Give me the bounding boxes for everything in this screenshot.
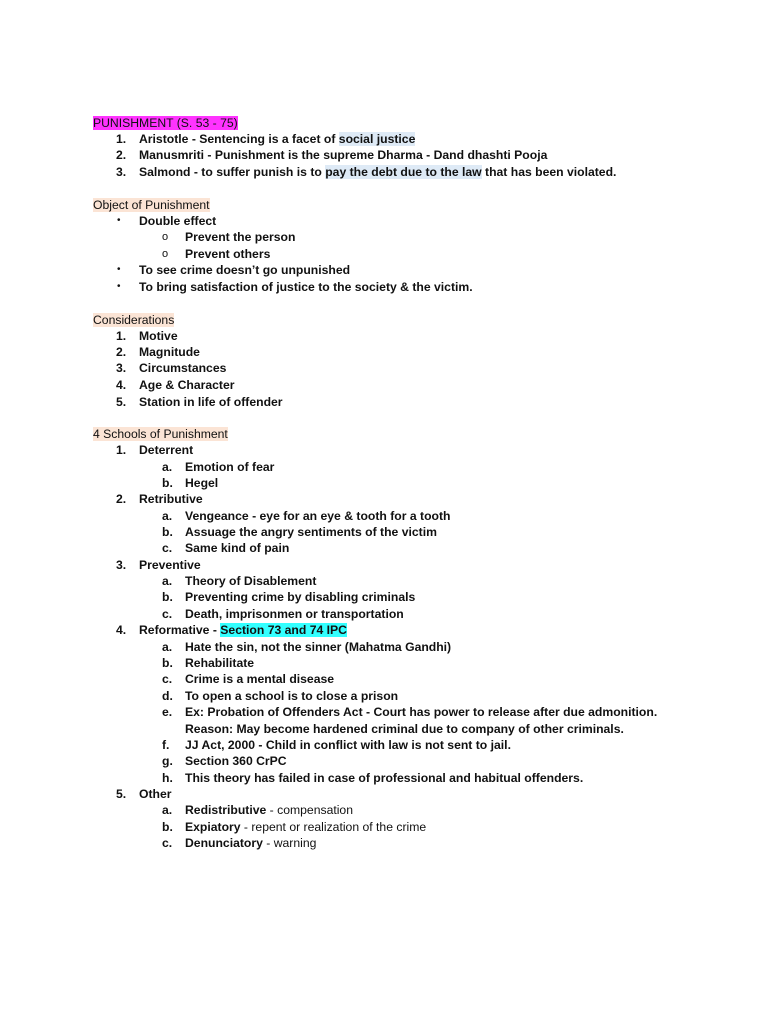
school-preventive: Preventive [139, 558, 201, 572]
school-deterrent: Deterrent [139, 443, 194, 457]
list-letter: b. [162, 820, 173, 834]
list-number: 1. [116, 329, 127, 343]
list-number: 1. [116, 132, 127, 146]
list-item: Circumstances [139, 361, 227, 375]
list-letter: c. [162, 607, 173, 621]
list-item: Crime is a mental disease [185, 672, 335, 686]
list-letter: a. [162, 509, 173, 523]
list-item: Age & Character [139, 378, 235, 392]
list-item: Ex: Probation of Offenders Act - Court has power to release after due admonition. [185, 705, 658, 719]
list-item: Hate the sin, not the sinner (Mahatma Gandhi) [185, 640, 452, 654]
list-letter: a. [162, 640, 173, 654]
list-letter: c. [162, 672, 173, 686]
list-item: Station in life of offender [139, 395, 283, 409]
section-heading-considerations: Considerations [93, 313, 175, 327]
bullet-icon: • [117, 264, 121, 275]
list-item-continuation: Reason: May become hardened criminal due to company of other criminals. [185, 722, 624, 736]
list-letter: c. [162, 541, 173, 555]
list-number: 2. [116, 345, 127, 359]
list-item: Redistributive - compensation [185, 803, 353, 817]
bullet-icon: • [117, 215, 121, 226]
list-item: Prevent others [185, 247, 271, 261]
list-letter: h. [162, 771, 173, 785]
list-number: 3. [116, 558, 127, 572]
list-item: Motive [139, 329, 178, 343]
list-letter: a. [162, 803, 173, 817]
section-heading-schools: 4 Schools of Punishment [93, 427, 228, 441]
list-number: 5. [116, 787, 127, 801]
list-item: To open a school is to close a prison [185, 689, 399, 703]
list-letter: e. [162, 705, 173, 719]
school-reformative: Reformative - Section 73 and 74 IPC [139, 623, 347, 637]
list-number: 4. [116, 623, 127, 637]
list-number: 1. [116, 443, 127, 457]
list-number: 3. [116, 165, 127, 179]
list-number: 2. [116, 492, 127, 506]
list-item: Magnitude [139, 345, 200, 359]
list-letter: g. [162, 754, 173, 768]
list-item: Death, imprisonmen or transportation [185, 607, 404, 621]
list-letter: d. [162, 689, 173, 703]
section-heading-object: Object of Punishment [93, 198, 210, 212]
list-item: Double effect [139, 214, 217, 228]
list-number: 2. [116, 148, 127, 162]
list-letter: b. [162, 590, 173, 604]
list-item: Preventing crime by disabling criminals [185, 590, 416, 604]
circle-bullet-icon: o [162, 231, 169, 243]
list-item: Assuage the angry sentiments of the victim [185, 525, 437, 539]
list-item: JJ Act, 2000 - Child in conflict with law is not sent to jail. [185, 738, 511, 752]
intro-item-manusmriti: Manusmriti - Punishment is the supreme Dharma - Dand dhashti Pooja [139, 148, 548, 162]
list-item: To see crime doesn’t go unpunished [139, 263, 351, 277]
list-item: Theory of Disablement [185, 574, 317, 588]
list-letter: f. [162, 738, 170, 752]
list-item: Prevent the person [185, 230, 296, 244]
list-item: Denunciatory - warning [185, 836, 317, 850]
bullet-icon: • [117, 281, 121, 292]
list-item: Hegel [185, 476, 219, 490]
list-letter: b. [162, 525, 173, 539]
list-number: 3. [116, 361, 127, 375]
school-other: Other [139, 787, 172, 801]
list-item: Same kind of pain [185, 541, 290, 555]
list-letter: a. [162, 460, 173, 474]
list-item: Vengeance - eye for an eye & tooth for a tooth [185, 509, 451, 523]
list-item: Expiatory - repent or realization of the crime [185, 820, 427, 834]
list-number: 4. [116, 378, 127, 392]
list-item: Emotion of fear [185, 460, 275, 474]
circle-bullet-icon: o [162, 248, 169, 260]
list-letter: c. [162, 836, 173, 850]
school-retributive: Retributive [139, 492, 203, 506]
list-item: Rehabilitate [185, 656, 255, 670]
list-letter: b. [162, 656, 173, 670]
intro-item-aristotle: Aristotle - Sentencing is a facet of social justice [139, 132, 416, 146]
list-item: This theory has failed in case of professional and habitual offenders. [185, 771, 584, 785]
main-heading: PUNISHMENT (S. 53 - 75) [93, 116, 238, 130]
list-number: 5. [116, 395, 127, 409]
list-letter: b. [162, 476, 173, 490]
list-item: To bring satisfaction of justice to the society & the victim. [139, 280, 473, 294]
list-item: Section 360 CrPC [185, 754, 287, 768]
list-letter: a. [162, 574, 173, 588]
intro-item-salmond: Salmond - to suffer punish is to pay the debt due to the law that has been violated. [139, 165, 617, 179]
